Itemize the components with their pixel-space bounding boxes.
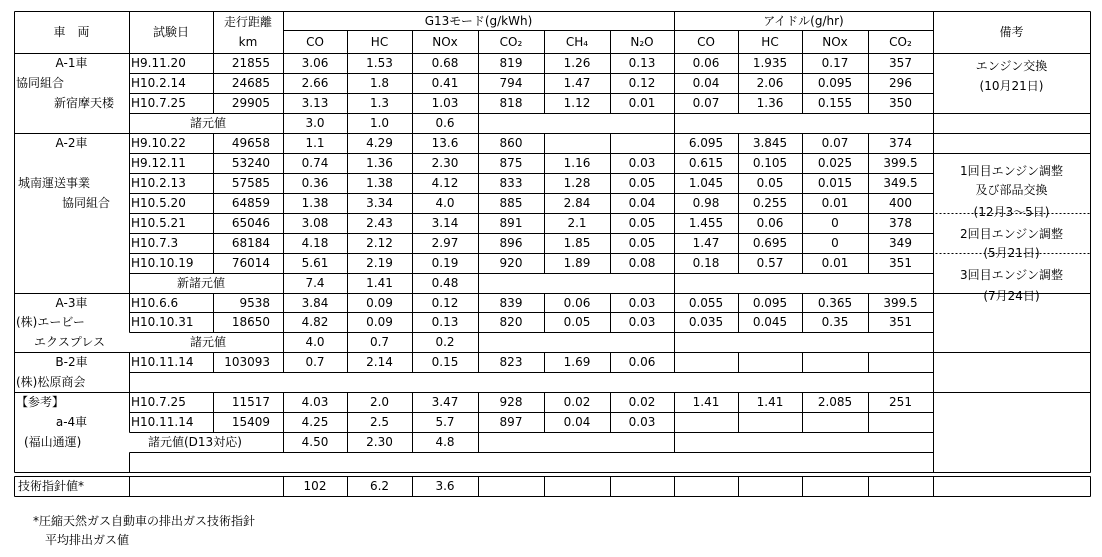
vehicle-name: 協同組合	[16, 76, 65, 90]
value-cell: 0.04	[692, 76, 720, 90]
value-cell: 0.045	[752, 315, 788, 329]
value-cell: 819	[499, 56, 523, 70]
value-cell: 0.03	[628, 156, 656, 170]
value-cell: 0.07	[821, 136, 849, 150]
spec-value: 0.6	[435, 116, 455, 130]
spec-value: 1.41	[366, 276, 393, 290]
mileage-cell: 18650	[231, 315, 270, 329]
value-cell: 0.57	[756, 256, 784, 270]
mileage-cell: 76014	[231, 256, 270, 270]
header-g13-1: HC	[370, 35, 389, 49]
value-cell: 1.53	[366, 56, 393, 70]
value-cell: 897	[499, 415, 523, 429]
test-date-cell: H10.5.20	[131, 196, 186, 210]
value-cell: 0.03	[628, 315, 656, 329]
mileage-cell: 65046	[231, 216, 270, 230]
value-cell: 3.47	[431, 395, 459, 409]
value-cell: 833	[499, 176, 523, 190]
value-cell: 378	[889, 216, 912, 230]
value-cell: 1.28	[563, 176, 591, 190]
vehicle-name: a-4車	[55, 415, 88, 429]
value-cell: 0.12	[431, 296, 459, 310]
value-cell: 1.045	[688, 176, 724, 190]
value-cell: 0.095	[752, 296, 788, 310]
value-cell: 357	[889, 56, 912, 70]
value-cell: 920	[499, 256, 523, 270]
spec-value: 1.0	[369, 116, 390, 130]
value-cell: 350	[889, 96, 912, 110]
spec-label: 諸元値	[190, 335, 227, 349]
tech-guideline-value: 3.6	[435, 479, 455, 493]
mileage-cell: 49658	[231, 136, 270, 150]
vehicle-name: エクスプレス	[34, 335, 106, 349]
value-cell: 13.6	[431, 136, 459, 150]
test-date-cell: H10.7.25	[131, 395, 186, 409]
value-cell: 1.41	[692, 395, 720, 409]
value-cell: 0.41	[431, 76, 459, 90]
mileage-cell: 68184	[231, 236, 270, 250]
remark: 3回目エンジン調整	[959, 268, 1064, 282]
mileage-cell: 24685	[231, 76, 270, 90]
value-cell: 3.84	[301, 296, 329, 310]
spec-value: 0.2	[435, 335, 455, 349]
mileage-cell: 57585	[231, 176, 270, 190]
value-cell: 351	[889, 315, 912, 329]
value-cell: 4.29	[366, 136, 393, 150]
value-cell: 4.03	[301, 395, 329, 409]
test-date-cell: H10.5.21	[131, 216, 186, 230]
mileage-cell: 11517	[231, 395, 270, 409]
header-idle: アイドル(g/hr)	[763, 14, 844, 28]
vehicle-name: (株)松原商会	[16, 375, 86, 389]
value-cell: 4.25	[301, 415, 329, 429]
spec-value: 0.7	[369, 335, 390, 349]
value-cell: 1.41	[756, 395, 784, 409]
value-cell: 1.38	[301, 196, 329, 210]
header-g13-3: CO₂	[499, 35, 523, 49]
value-cell: 2.14	[366, 355, 393, 369]
value-cell: 3.14	[431, 216, 459, 230]
value-cell: 351	[889, 256, 912, 270]
value-cell: 0.06	[628, 355, 656, 369]
value-cell: 1.36	[366, 156, 393, 170]
header-idle-3: CO₂	[889, 35, 912, 49]
header-idle-2: NOx	[822, 35, 848, 49]
vehicle-name: 新宿摩天楼	[54, 96, 115, 110]
value-cell: 794	[499, 76, 523, 90]
vehicle-name: (福山通運)	[24, 435, 82, 449]
header-g13-4: CH₄	[565, 35, 589, 49]
value-cell: 2.97	[431, 236, 459, 250]
value-cell: 1.89	[563, 256, 591, 270]
vehicle-name: A-2車	[55, 136, 88, 150]
value-cell: 0.05	[756, 176, 784, 190]
value-cell: 0.35	[821, 315, 849, 329]
remark: 及び部品交換	[975, 183, 1048, 197]
tech-guideline-label: 技術指針値*	[18, 479, 85, 493]
value-cell: 1.3	[369, 96, 390, 110]
value-cell: 0.025	[817, 156, 853, 170]
value-cell: 0	[831, 216, 839, 230]
spec-value: 7.4	[305, 276, 325, 290]
value-cell: 0.12	[628, 76, 656, 90]
value-cell: 0.01	[821, 196, 849, 210]
value-cell: 0.05	[563, 315, 591, 329]
value-cell: 3.06	[301, 56, 329, 70]
value-cell: 1.26	[563, 56, 591, 70]
value-cell: 896	[499, 236, 523, 250]
value-cell: 0.055	[688, 296, 724, 310]
value-cell: 1.12	[563, 96, 591, 110]
value-cell: 4.82	[301, 315, 329, 329]
value-cell: 0.035	[688, 315, 724, 329]
test-date-cell: H10.7.25	[131, 96, 186, 110]
test-date-cell: H10.11.14	[131, 415, 194, 429]
value-cell: 0.365	[817, 296, 853, 310]
vehicle-name: A-3車	[55, 296, 88, 310]
value-cell: 6.095	[688, 136, 724, 150]
value-cell: 2.12	[366, 236, 393, 250]
value-cell: 0.15	[431, 355, 459, 369]
mileage-cell: 21855	[231, 56, 270, 70]
value-cell: 0.09	[366, 296, 393, 310]
value-cell: 928	[499, 395, 523, 409]
value-cell: 1.38	[366, 176, 393, 190]
value-cell: 0.695	[752, 236, 788, 250]
value-cell: 0.01	[628, 96, 656, 110]
value-cell: 818	[499, 96, 523, 110]
value-cell: 1.03	[431, 96, 459, 110]
value-cell: 0.06	[756, 216, 784, 230]
value-cell: 0.13	[431, 315, 459, 329]
test-date-cell: H10.10.31	[131, 315, 194, 329]
header-g13-0: CO	[306, 35, 324, 49]
value-cell: 0	[831, 236, 839, 250]
value-cell: 1.8	[369, 76, 390, 90]
value-cell: 0.17	[821, 56, 849, 70]
value-cell: 0.02	[563, 395, 591, 409]
header-vehicle: 車 両	[53, 25, 90, 39]
value-cell: 891	[499, 216, 523, 230]
value-cell: 2.0	[369, 395, 390, 409]
value-cell: 0.7	[305, 355, 325, 369]
value-cell: 2.5	[369, 415, 390, 429]
value-cell: 4.18	[301, 236, 329, 250]
value-cell: 1.16	[563, 156, 591, 170]
value-cell: 2.06	[756, 76, 784, 90]
header-remarks: 備考	[999, 25, 1024, 39]
value-cell: 0.07	[692, 96, 720, 110]
header-test-date: 試験日	[152, 25, 190, 39]
value-cell: 1.47	[563, 76, 591, 90]
value-cell: 349.5	[883, 176, 918, 190]
remark: (5月21日)	[983, 246, 1040, 260]
test-date-cell: H10.2.13	[131, 176, 186, 190]
value-cell: 296	[889, 76, 912, 90]
value-cell: 1.36	[756, 96, 784, 110]
footnote-line-2: 平均排出ガス値	[45, 533, 130, 547]
value-cell: 0.03	[628, 296, 656, 310]
vehicle-name: 城南運送事業	[18, 176, 91, 190]
mileage-cell: 103093	[224, 355, 270, 369]
value-cell: 374	[889, 136, 912, 150]
value-cell: 839	[499, 296, 523, 310]
value-cell: 400	[889, 196, 912, 210]
value-cell: 2.30	[431, 156, 459, 170]
value-cell: 2.085	[817, 395, 853, 409]
value-cell: 0.68	[431, 56, 459, 70]
header-g13-5: N₂O	[630, 35, 654, 49]
test-date-cell: H9.11.20	[131, 56, 186, 70]
value-cell: 0.04	[628, 196, 656, 210]
vehicle-name: B-2車	[55, 355, 88, 369]
value-cell: 0.03	[628, 415, 656, 429]
value-cell: 1.69	[563, 355, 591, 369]
mileage-cell: 9538	[239, 296, 270, 310]
value-cell: 1.1	[305, 136, 325, 150]
test-date-cell: H10.10.19	[131, 256, 194, 270]
value-cell: 1.455	[688, 216, 724, 230]
value-cell: 0.74	[301, 156, 329, 170]
test-date-cell: H9.10.22	[131, 136, 186, 150]
spec-value: 0.48	[431, 276, 459, 290]
vehicle-name: A-1車	[55, 56, 88, 70]
header-idle-1: HC	[761, 35, 779, 49]
spec-value: 2.30	[366, 435, 393, 449]
footnote-line-1: *圧縮天然ガス自動車の排出ガス技術指針	[33, 514, 256, 528]
value-cell: 1.47	[692, 236, 720, 250]
value-cell: 0.02	[628, 395, 656, 409]
test-date-cell: H10.7.3	[131, 236, 179, 250]
spec-value: 4.8	[435, 435, 455, 449]
value-cell: 0.08	[628, 256, 656, 270]
test-date-cell: H10.11.14	[131, 355, 194, 369]
value-cell: 885	[499, 196, 523, 210]
value-cell: 0.255	[752, 196, 788, 210]
value-cell: 1.935	[752, 56, 788, 70]
value-cell: 0.19	[431, 256, 459, 270]
vehicle-name: 協同組合	[62, 196, 111, 210]
value-cell: 0.05	[628, 176, 656, 190]
value-cell: 0.01	[821, 256, 849, 270]
value-cell: 0.105	[752, 156, 788, 170]
mileage-cell: 29905	[231, 96, 270, 110]
mileage-cell: 15409	[231, 415, 270, 429]
value-cell: 3.08	[301, 216, 329, 230]
value-cell: 2.1	[567, 216, 587, 230]
value-cell: 5.61	[301, 256, 329, 270]
value-cell: 860	[499, 136, 523, 150]
remark: (12月3～5日)	[973, 205, 1050, 219]
value-cell: 3.34	[366, 196, 393, 210]
remark: エンジン交換	[975, 59, 1048, 73]
value-cell: 2.19	[366, 256, 393, 270]
value-cell: 0.015	[817, 176, 853, 190]
value-cell: 0.98	[692, 196, 720, 210]
spec-label: 新諸元値	[177, 276, 226, 290]
value-cell: 0.095	[817, 76, 853, 90]
value-cell: 0.155	[817, 96, 853, 110]
value-cell: 2.43	[366, 216, 393, 230]
mileage-cell: 53240	[231, 156, 270, 170]
value-cell: 0.615	[688, 156, 724, 170]
header-g13-2: NOx	[432, 35, 458, 49]
remark: (7月24日)	[983, 289, 1040, 303]
value-cell: 820	[499, 315, 523, 329]
remark: 2回目エンジン調整	[959, 227, 1064, 241]
value-cell: 1.85	[563, 236, 591, 250]
remark: (10月21日)	[979, 79, 1044, 93]
value-cell: 2.84	[563, 196, 591, 210]
spec-value: 3.0	[305, 116, 325, 130]
tech-guideline-value: 6.2	[369, 479, 390, 493]
value-cell: 0.18	[692, 256, 720, 270]
vehicle-name: (株)エービー	[16, 315, 85, 329]
remark: 1回目エンジン調整	[959, 164, 1064, 178]
value-cell: 0.06	[692, 56, 720, 70]
value-cell: 0.04	[563, 415, 591, 429]
value-cell: 349	[889, 236, 912, 250]
spec-value: 4.50	[301, 435, 329, 449]
value-cell: 3.13	[301, 96, 329, 110]
value-cell: 0.09	[366, 315, 393, 329]
test-date-cell: H10.2.14	[131, 76, 186, 90]
value-cell: 4.12	[431, 176, 459, 190]
value-cell: 0.05	[628, 216, 656, 230]
value-cell: 4.0	[435, 196, 455, 210]
mileage-cell: 64859	[231, 196, 270, 210]
tech-guideline-value: 102	[303, 479, 327, 493]
value-cell: 0.06	[563, 296, 591, 310]
value-cell: 399.5	[883, 156, 918, 170]
value-cell: 251	[889, 395, 912, 409]
header-mileage-unit: km	[238, 35, 258, 49]
value-cell: 2.66	[301, 76, 329, 90]
value-cell: 823	[499, 355, 523, 369]
header-mileage: 走行距離	[223, 15, 273, 29]
spec-label: 諸元値(D13対応)	[148, 435, 242, 449]
spec-value: 4.0	[305, 335, 325, 349]
vehicle-name: 【参考】	[16, 395, 65, 409]
value-cell: 5.7	[435, 415, 455, 429]
test-date-cell: H9.12.11	[131, 156, 186, 170]
header-idle-0: CO	[697, 35, 715, 49]
value-cell: 0.36	[301, 176, 329, 190]
value-cell: 0.13	[628, 56, 656, 70]
value-cell: 399.5	[883, 296, 918, 310]
header-g13-mode: G13モード(g/kWh)	[424, 14, 533, 28]
value-cell: 875	[499, 156, 523, 170]
spec-label: 諸元値	[190, 116, 227, 130]
value-cell: 3.845	[752, 136, 788, 150]
value-cell: 0.05	[628, 236, 656, 250]
test-date-cell: H10.6.6	[131, 296, 179, 310]
